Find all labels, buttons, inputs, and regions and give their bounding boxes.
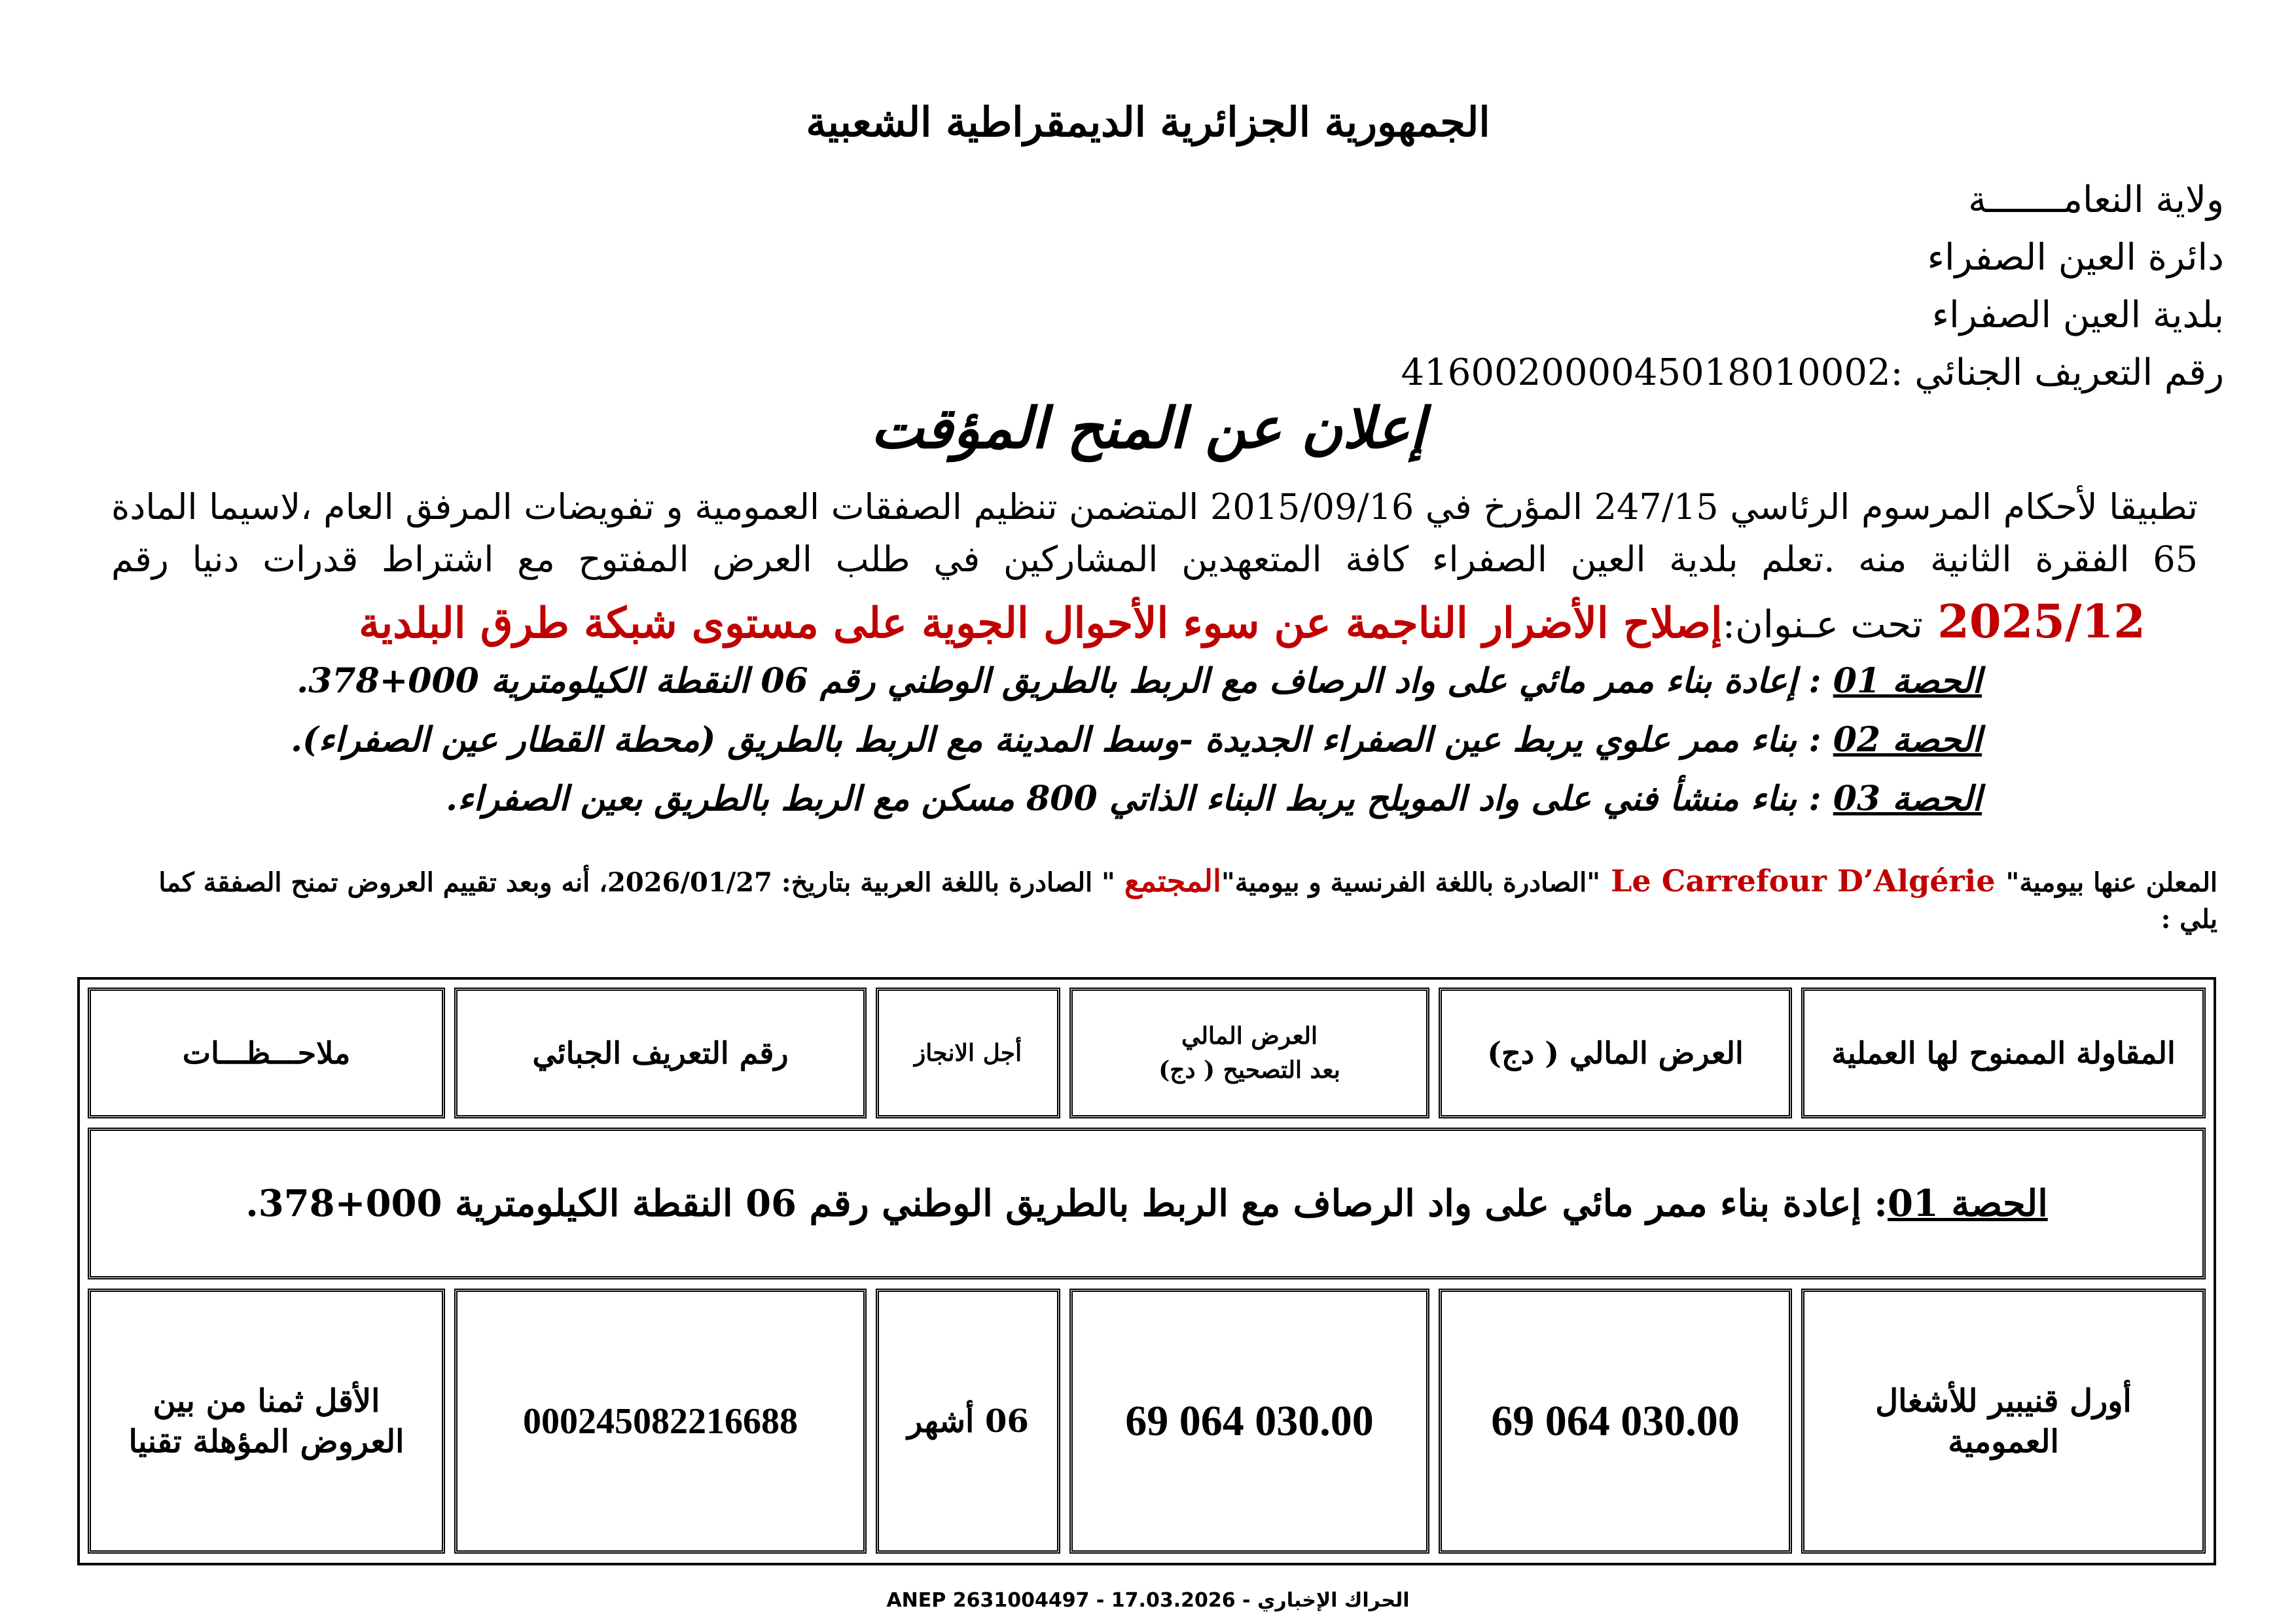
lot-text: : إعادة بناء ممر مائي على واد الرصاف مع الربط بالطريق الوطني رقم 06 النقطة الكيلومترية 000+378.	[296, 661, 1833, 701]
commune-line: بلدية العين الصفراء	[1931, 294, 2224, 336]
lot-text: : بناء ممر علوي يربط عين الصفراء الجديدة -وسط المدينة مع الربط بالطريق (محطة القطار عين الصفراء).	[291, 720, 1833, 760]
lot-row-text: : إعادة بناء ممر مائي على واد الرصاف مع الربط بالطريق الوطني رقم 06 النقطة الكيلومترية 000+378.	[245, 1182, 1888, 1225]
header-notes: ملاحـــظـــات	[88, 988, 445, 1118]
header-duration: أجل الانجاز	[876, 988, 1060, 1118]
lot-label: الحصة 03	[1833, 779, 1982, 819]
announcement-paragraph	[144, 863, 2217, 938]
header-tax-id: رقم التعريف الجبائي	[454, 988, 867, 1118]
cell-offer: 69 064 030.00	[1439, 1289, 1792, 1554]
subject-number: 2025/12	[1937, 594, 2145, 649]
lot-label: الحصة 01	[1833, 661, 1982, 701]
subject-lead: تحت عـنوان:	[1722, 602, 1923, 647]
lot-text: : بناء منشأ فني على واد المويلح يربط البناء الذاتي 800 مسكن مع الربط بالطريق بعين الصفراء.	[446, 779, 1833, 819]
newspaper-fr: Le Carrefour D’Algérie	[1600, 863, 2006, 899]
header-company: المقاولة الممنوح لها العملية	[1801, 988, 2206, 1118]
cell-notes: الأقل ثمنا من بين العروض المؤهلة تقنيا	[88, 1289, 445, 1554]
award-table	[77, 977, 2216, 1565]
lot-row	[88, 1128, 2206, 1279]
lot-line-2	[291, 720, 1982, 760]
subject-title: إصلاح الأضرار الناجمة عن سوء الأحوال الجوية على مستوى شبكة طرق البلدية	[359, 599, 1723, 648]
cell-tax-id: 000245082216688	[454, 1289, 867, 1554]
wilaya-line: ولاية النعامـــــــة	[1968, 179, 2224, 221]
republic-heading: الجمهورية الجزائرية الديمقراطية الشعبية	[806, 98, 1490, 146]
page-title: إعلان عن المنح المؤقت	[870, 395, 1426, 461]
cell-duration: 06 أشهر	[876, 1289, 1060, 1554]
cell-offer-corrected: 69 064 030.00	[1069, 1289, 1429, 1554]
administrative-header	[980, 171, 2224, 402]
lot-line-1	[296, 661, 1982, 701]
daira-line: دائرة العين الصفراء	[1927, 236, 2224, 279]
header-offer-corrected-line: بعد التصحيح ( دج)	[1158, 1056, 1340, 1084]
announcement-part: "الصادرة باللغة الفرنسية و بيومية"	[1221, 867, 1601, 898]
announcement-part: " الصادرة باللغة العربية بتاريخ: 2026/01/27، أنه وبعد تقييم العروض تمنح الصفقة كما يلي :	[158, 867, 2217, 935]
lot-label: الحصة 02	[1833, 720, 1982, 760]
lot-line-3	[446, 779, 1982, 819]
legal-paragraph: تطبيقا لأحكام المرسوم الرئاسي 247/15 المؤرخ في 2015/09/16 المتضمن تنظيم الصفقات العمومية و تفويضات المرفق العام ،لاسيما المادة 65 الفقرة الثانية منه .تعلم بلدية العين الصفراء كافة المتعهدين المشاركين في طلب العرض المفتوح مع اشتراط قدرات دنيا رقم	[111, 486, 2198, 580]
header-offer-corrected-line: العرض المالي	[1181, 1022, 1318, 1050]
announcement-part: المعلن عنها بيومية"	[2005, 867, 2217, 898]
lot-row-label: الحصة 01	[1887, 1182, 2048, 1225]
footer-reference: ANEP 2631004497 - 17.03.2026 - الحراك الإخباري	[886, 1589, 1410, 1612]
tax-id-line: رقم التعريف الجنائي :416002000045018010002	[1401, 351, 2224, 394]
cell-company: أورل قنيبير للأشغال العمومية	[1801, 1289, 2206, 1554]
header-offer: العرض المالي ( دج)	[1439, 988, 1792, 1118]
subject-line	[183, 594, 2145, 649]
header-offer-corrected	[1069, 988, 1429, 1118]
newspaper-ar: المجتمع	[1124, 863, 1221, 899]
